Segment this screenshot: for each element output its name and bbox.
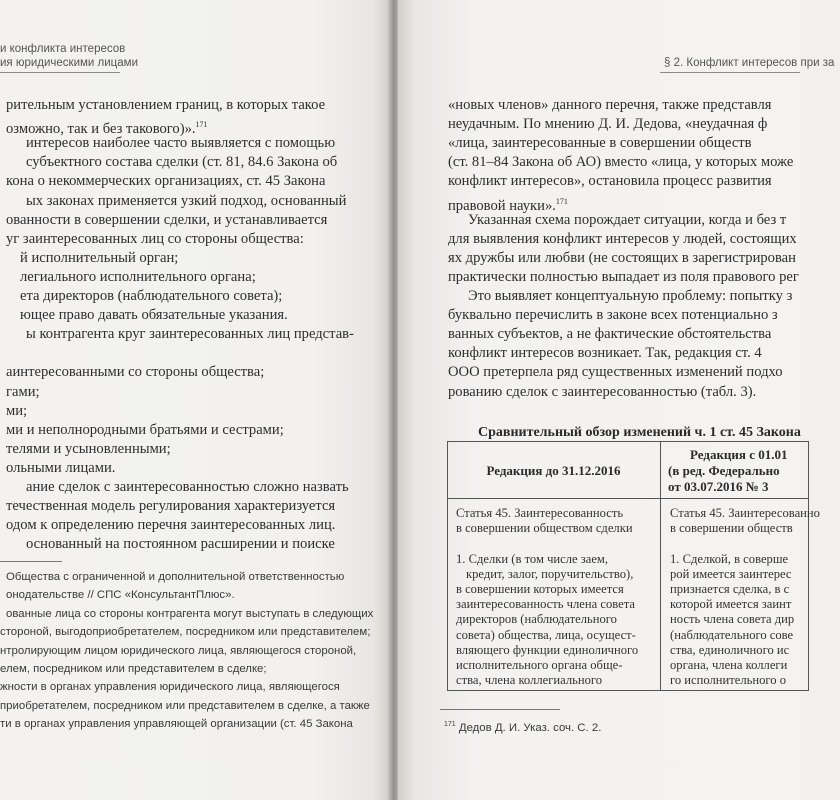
table-caption: Сравнительный обзор изменений ч. 1 ст. 45 Закона bbox=[478, 425, 801, 440]
right-body-line: неудачным. По мнению Д. И. Дедова, «неудачная ф bbox=[448, 116, 768, 133]
table-cell-line: ства, члена коллегиального bbox=[456, 673, 603, 688]
left-body-line: ми и неполнородными братьями и сестрами; bbox=[6, 421, 284, 438]
table-header-new-edition-line: Редакция с 01.01 bbox=[690, 447, 788, 462]
left-body-line: ольными лицами. bbox=[6, 459, 116, 476]
left-footnote-line: ти в органах управления управляющей организации (ст. 45 Закона bbox=[0, 718, 353, 731]
table-cell-line: заинтересованность члена совета bbox=[456, 597, 635, 612]
left-running-head-line: и конфликта интересов bbox=[0, 43, 126, 55]
left-head-rule bbox=[0, 72, 120, 73]
table-cell-line: ность члена совета дир bbox=[670, 612, 795, 627]
left-footnote-line: жности в органах управления юридического лица, являющегося bbox=[0, 681, 340, 694]
left-footnote-line: онодательстве // СПС «КонсультантПлюс». bbox=[6, 589, 235, 602]
right-body-line: конфликт интересов», остановила процесс развития bbox=[448, 173, 772, 190]
right-superscript-marker: 171 bbox=[555, 196, 568, 206]
right-body-line: Указанная схема порождает ситуации, когда и без т bbox=[468, 211, 787, 228]
table-cell-line: в совершении обществом сделки bbox=[456, 521, 633, 536]
table-cell-line: рой имеется заинтерес bbox=[670, 566, 792, 581]
right-body-line-text: правовой науки». bbox=[448, 197, 556, 214]
left-body-line: уг заинтересованных лиц со стороны общества: bbox=[6, 230, 304, 247]
left-body-line: рительным установлением границ, в которых такое bbox=[6, 97, 326, 113]
right-body-line: буквально перечислить в законе всех потенциально з bbox=[448, 307, 778, 324]
right-footnote-rule bbox=[440, 709, 560, 710]
table-cell-line: директоров (наблюдательного bbox=[456, 612, 617, 627]
left-footnote-line: стороной, выгодоприобретателем, посредником или представителем; bbox=[0, 626, 371, 639]
right-page bbox=[398, 0, 835, 800]
right-footnote bbox=[444, 716, 601, 737]
left-footnote-line: нтролирующим лицом юридического лица, являющегося стороной, bbox=[0, 644, 357, 657]
table-cell-line: признается сделка, в с bbox=[670, 582, 790, 596]
right-body-line: ООО претерпела ряд существенных изменений подхо bbox=[448, 364, 783, 381]
left-body-line: ание сделок с заинтересованностью сложно назвать bbox=[26, 479, 349, 495]
table-cell-line: Статья 45. Заинтересованно bbox=[670, 506, 820, 520]
table-cell-line: в совершении обществ bbox=[670, 521, 793, 536]
left-body-line: аинтересованными со стороны общества; bbox=[6, 364, 265, 381]
right-body-line: конфликт интересов возникает. Так, редакция ст. 4 bbox=[448, 345, 762, 362]
table-cell-line: Статья 45. Заинтересованность bbox=[456, 506, 624, 520]
table-cell-line: (наблюдательного сове bbox=[670, 627, 794, 642]
left-running-head-line: ия юридическими лицами bbox=[0, 57, 138, 69]
table-cell-line: кредит, залог, поручительство), bbox=[466, 566, 634, 581]
left-body-line-text: озможно, так и без такового)». bbox=[6, 120, 196, 137]
table-cell-line: вляющего функции единоличного bbox=[456, 642, 639, 657]
table-cell-line: исполнительного органа обще- bbox=[456, 658, 623, 672]
left-body-line: ых законах применяется узкий подход, основанный bbox=[26, 192, 347, 209]
right-body-line: (ст. 81–84 Закона об АО) вместо «лица, у которых може bbox=[448, 154, 794, 171]
right-body-line: ванных субъектов, а не фактические обстоятельства bbox=[448, 326, 772, 343]
table-cell-line: 1. Сделки (в том числе заем, bbox=[456, 551, 609, 566]
right-body-line: ях дружбы или любви (не состоящих в зарегистрирован bbox=[448, 249, 796, 266]
table-header-rule bbox=[447, 498, 809, 499]
left-body-line: ющее право давать обязательные указания. bbox=[20, 307, 288, 324]
right-body-line: рованию сделок с заинтересованностью (табл. 3). bbox=[448, 383, 757, 400]
left-body-line: телями и усыновленными; bbox=[6, 440, 171, 457]
right-body-line: для выявления конфликт интересов у людей, состоящих bbox=[448, 230, 797, 247]
right-footnote-marker: 171 bbox=[444, 721, 456, 728]
right-head-rule bbox=[660, 72, 800, 73]
left-body-line: субъектного состава сделки (ст. 81, 84.6 Закона об bbox=[26, 154, 338, 171]
left-page bbox=[0, 0, 390, 800]
table-header-old-edition: Редакция до 31.12.2016 bbox=[486, 463, 621, 478]
left-body-line: ованности в совершении сделки, и устанавливается bbox=[6, 211, 328, 228]
right-body-line: Это выявляет концептуальную проблему: попытку з bbox=[468, 288, 793, 304]
left-footnote-rule bbox=[0, 561, 62, 562]
left-body-line: й исполнительный орган; bbox=[20, 249, 179, 266]
table-cell-line: 1. Сделкой, в соверше bbox=[670, 551, 789, 566]
left-body-line: одом к определению перечня заинтересованных лиц. bbox=[6, 517, 336, 534]
table-cell-line: органа, члена коллеги bbox=[670, 658, 788, 672]
left-footnote-line: ованные лица со стороны контрагента могут выступать в следующих bbox=[6, 607, 374, 620]
left-body-line: ета директоров (наблюдательного совета); bbox=[20, 288, 283, 304]
table-cell-line: в совершении которых имеется bbox=[456, 582, 624, 596]
table-header-new-edition-line: (в ред. Федерально bbox=[668, 463, 780, 478]
right-footnote-text: Дедов Д. И. Указ. соч. С. 2. bbox=[458, 721, 602, 734]
table-cell-line: го исполнительного о bbox=[670, 673, 787, 688]
left-footnote-line: Общества с ограниченной и дополнительной ответственностью bbox=[6, 571, 345, 583]
table-cell-line: которой имеется заинт bbox=[670, 597, 792, 612]
table-cell-line: совета) общества, лица, осущест- bbox=[456, 627, 636, 642]
left-body-line: основанный на постоянном расширении и поиске bbox=[26, 536, 335, 553]
left-body-line: течественная модель регулирования характеризуется bbox=[6, 498, 336, 515]
table-header-new-edition-line: от 03.07.2016 № 3 bbox=[668, 479, 769, 494]
right-body-line: «новых членов» данного перечня, также представля bbox=[448, 97, 772, 113]
left-footnote-line: елем, посредником или представителем в сделке; bbox=[0, 663, 267, 675]
left-body-line: кона о некоммерческих организациях, ст. 45 Закона bbox=[6, 173, 326, 190]
left-body-line: интересов наиболее часто выявляется с помощью bbox=[26, 135, 336, 152]
table-column-rule bbox=[660, 441, 661, 691]
left-body-line: легиального исполнительного органа; bbox=[20, 268, 256, 285]
left-footnote-line: приобретателем, посредником или представителем в сделке, а также bbox=[0, 699, 370, 712]
left-body-line: гами; bbox=[6, 383, 40, 400]
right-running-head: § 2. Конфликт интересов при за bbox=[664, 57, 835, 69]
left-body-line: ы контрагента круг заинтересованных лиц представ- bbox=[26, 326, 354, 343]
left-body-line: ми; bbox=[6, 402, 28, 419]
table-cell-line: ства, единоличного ис bbox=[670, 642, 790, 657]
right-body-line: практически полностью выпадает из поля правового рег bbox=[448, 268, 799, 285]
left-superscript-marker: 171 bbox=[195, 120, 208, 130]
right-body-line: «лица, заинтересованные в совершении обществ bbox=[448, 135, 752, 152]
